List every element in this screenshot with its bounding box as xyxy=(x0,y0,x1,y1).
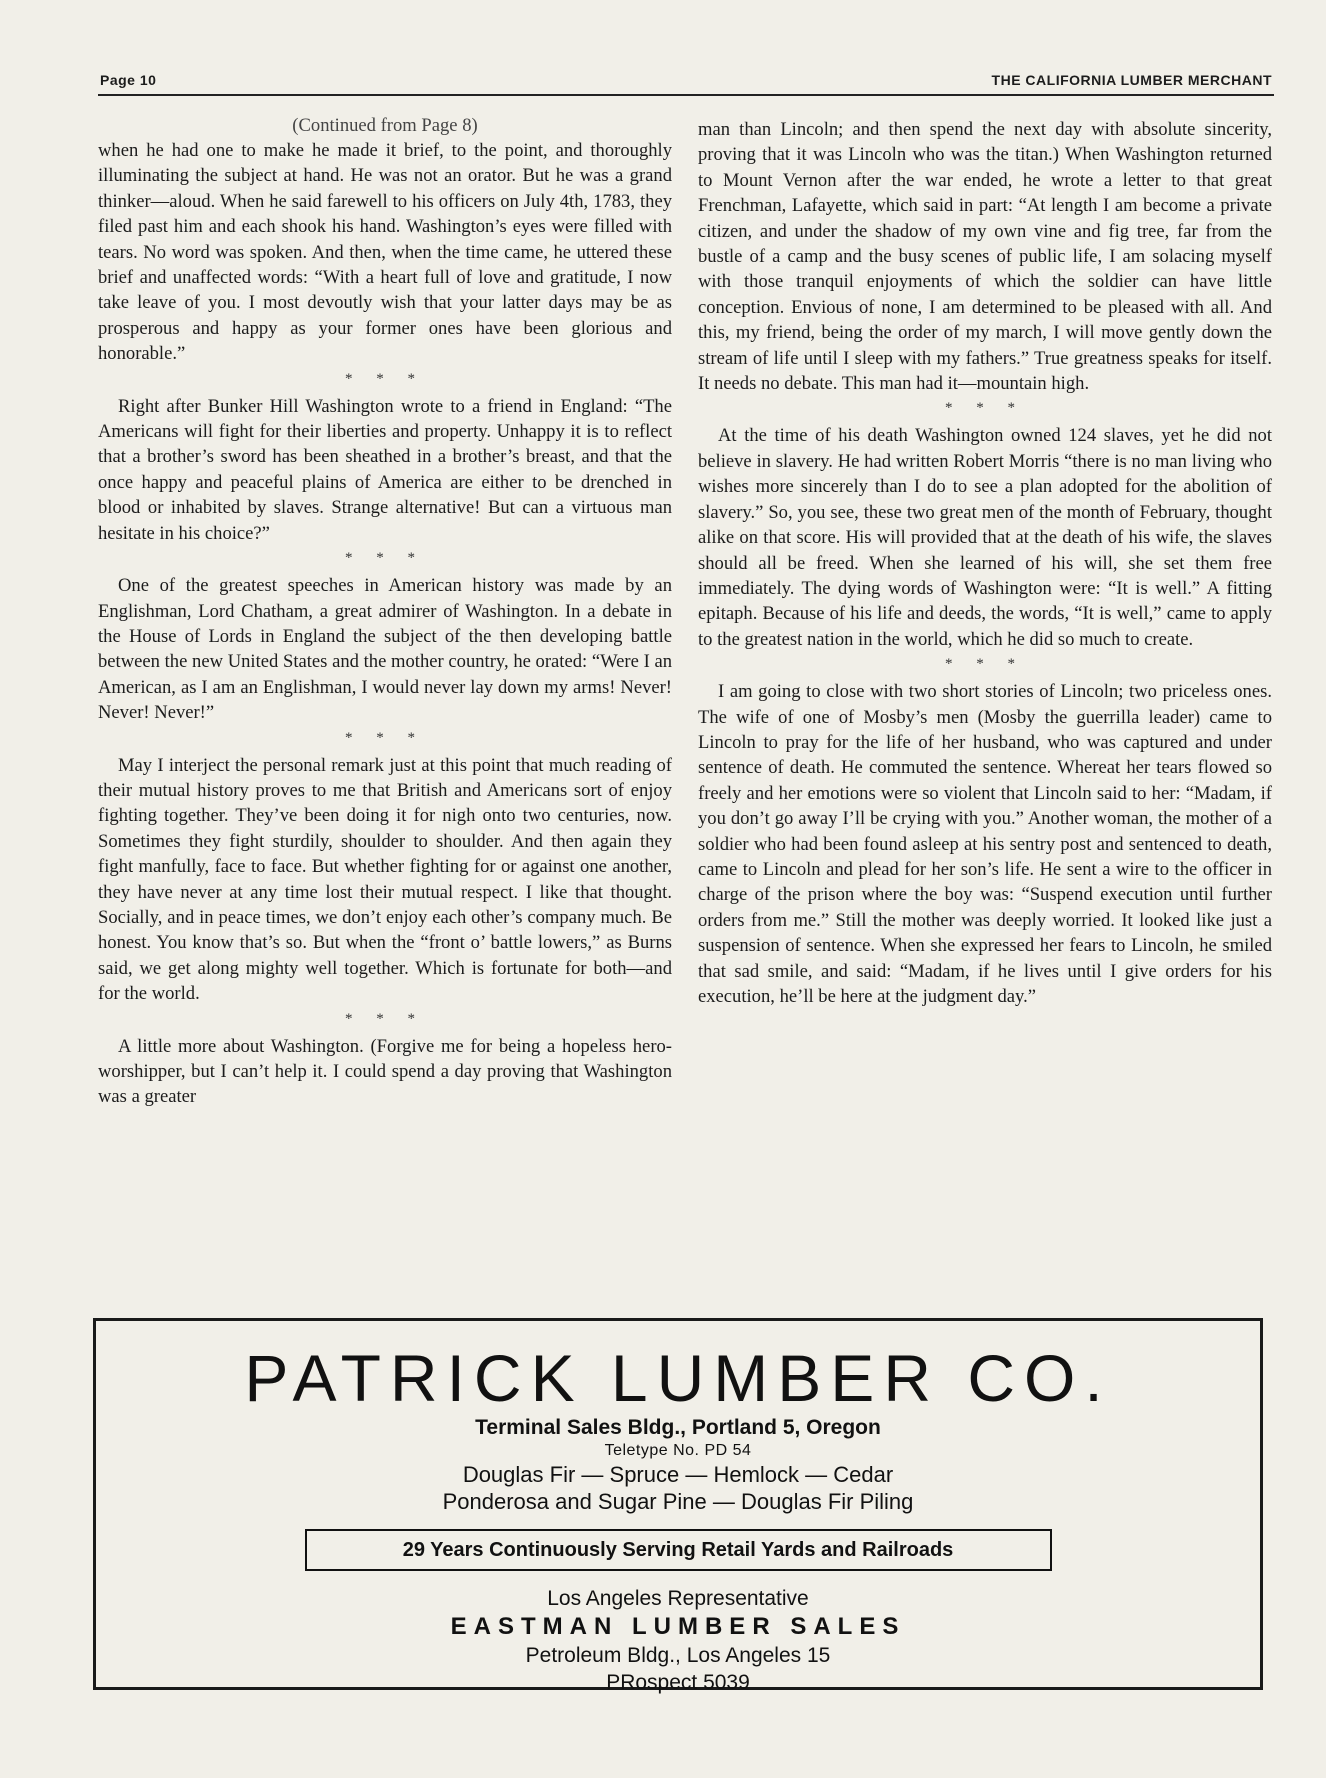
publication-title: THE CALIFORNIA LUMBER MERCHANT xyxy=(991,72,1272,88)
page-number: Page 10 xyxy=(100,72,157,88)
article-column-left xyxy=(98,114,672,1110)
ad-rep-label: Los Angeles Representative xyxy=(547,1587,809,1610)
paragraph: I am going to close with two short stories of Lincoln; two priceless ones. The wife of one of Mosby’s men (Mosby the guerrilla leader) came to Lincoln to pray for the life of her husband, who was captured and under sentence of death. He commuted the sentence. Whereat her tears flowed so freely and her emotions were so violent that Lincoln said to her: “Madam, if you don’t go away I’ll be crying with you.” Another woman, the mother of a soldier who had been found asleep at his sentry post and sentenced to death, came to Lincoln and plead for her son’s life. He sent a wire to the officer in charge of the prison where the boy was: “Suspend execution until further orders from me.” Still the mother was deeply worried. It looked like just a suspension of sentence. When she expressed her fears to Lincoln, he smiled that sad smile, and said: “Madam, if he lives until I give orders for his execution, he’ll be here at the judgment day.” xyxy=(698,681,1272,1007)
paragraph: May I interject the personal remark just at this point that much reading of their mutual history proves to me that British and Americans sort of enjoy fighting together. They’ve been doing it for nigh onto two centuries, now. Sometimes they fight sturdily, shoulder to shoulder. And then again they fight manfully, face to face. But whether fighting for or against one another, they have never at any time lost their mutual respect. I like that thought. Socially, and in peace times, we don’t enjoy each other’s company much. Be honest. You know that’s so. But when the “front o’ battle lowers,” as Burns said, we get along mighty well together. Which is fortunate for both—and for the world. xyxy=(98,754,672,1005)
section-divider: * * * xyxy=(345,729,425,746)
ad-rep-address: Petroleum Bldg., Los Angeles 15 xyxy=(525,1644,831,1667)
ad-address: Terminal Sales Bldg., Portland 5, Oregon xyxy=(475,1416,881,1439)
paragraph: man than Lincoln; and then spend the next day with absolute sincerity, proving that it was Lincoln who was the titan.) When Washington returned to Mount Vernon after the war ended, he wrote a letter to that great Frenchman, Lafayette, which said in part: “At length I am become a private citizen, and under the shadow of my own vine and fig tree, far from the bustle of a camp and the busy scenes of public life, I am solacing myself with those tranquil enjoyments of which the soldier can have little conception. Envious of none, I am determined to be pleased with all. And this, my friend, being the order of my march, I will move gently down the stream of life until I sleep with my fathers.” True greatness speaks for itself. It needs no debate. This man had it—mountain high. xyxy=(698,119,1272,395)
paragraph: One of the greatest speeches in American history was made by an Englishman, Lord Chatham, a great admirer of Washington. In a debate in the House of Lords in England the subject of the then developing battle between the new United States and the mother country, he orated: “Were I an American, as I am an Englishman, I would never lay down my arms! Never! Never! Never!” xyxy=(98,575,672,724)
section-divider: * * * xyxy=(945,656,1025,673)
section-divider: * * * xyxy=(345,1010,425,1027)
ad-teletype: Teletype No. PD 54 xyxy=(604,1442,752,1459)
ad-rep-name: EASTMAN LUMBER SALES xyxy=(450,1613,906,1640)
page-header xyxy=(98,72,1274,96)
section-divider: * * * xyxy=(345,370,425,387)
ad-products-line: Douglas Fir — Spruce — Hemlock — Cedar xyxy=(462,1462,894,1487)
ad-rep-phone: PRospect 5039 xyxy=(606,1671,750,1694)
ad-products-line: Ponderosa and Sugar Pine — Douglas Fir Piling xyxy=(442,1489,914,1514)
paragraph: At the time of his death Washington owned 124 slaves, yet he did not believe in slavery. He had written Robert Morris “there is no man living who wishes more sincerely than I do to see a plan adopted for the abolition of slavery.” So, you see, these two great men of the month of February, thought alike on that score. His will provided that at the death of his wife, the slaves should all be freed. When she learned of his will, she set them free immediately. The dying words of Washington were: “It is well.” A fitting epitaph. Because of his life and deeds, the words, “It is well,” came to apply to the greatest nation in the world, which he did so much to create. xyxy=(698,425,1272,650)
section-divider: * * * xyxy=(345,550,425,567)
paragraph: Right after Bunker Hill Washington wrote to a friend in England: “The Americans will fight for their liberties and property. Unhappy it is to reflect that a brother’s sword has been sheathed in a brother’s breast, and that the once happy and peaceful plains of America are either to be drenched in blood or inhabited by slaves. Strange alternative! But can a virtuous man hesitate in his choice?” xyxy=(98,395,672,544)
ad-banner: 29 Years Continuously Serving Retail Yards and Railroads xyxy=(305,1529,1052,1571)
continued-note: (Continued from Page 8) xyxy=(292,115,478,136)
paragraph: A little more about Washington. (Forgive me for being a hopeless hero-worshipper, but I can’t help it. I could spend a day proving that Washington was a greater xyxy=(98,1035,672,1108)
ad-company-name: PATRICK LUMBER CO. xyxy=(244,1341,1112,1415)
paragraph: when he had one to make he made it brief, to the point, and thoroughly illuminating the subject at hand. He was not an orator. But he was a grand thinker—aloud. When he said farewell to his officers on July 4th, 1783, they filed past him and each shook his hand. Washington’s eyes were filled with tears. No word was spoken. And then, when the time came, he uttered these brief and unaffected words: “With a heart full of love and gratitude, I now take leave of you. I most devoutly wish that your latter days may be as prosperous and happy as your former ones have been glorious and honorable.” xyxy=(98,140,672,365)
article-column-right xyxy=(698,117,1272,1009)
section-divider: * * * xyxy=(945,400,1025,417)
advertisement-box xyxy=(93,1318,1263,1694)
